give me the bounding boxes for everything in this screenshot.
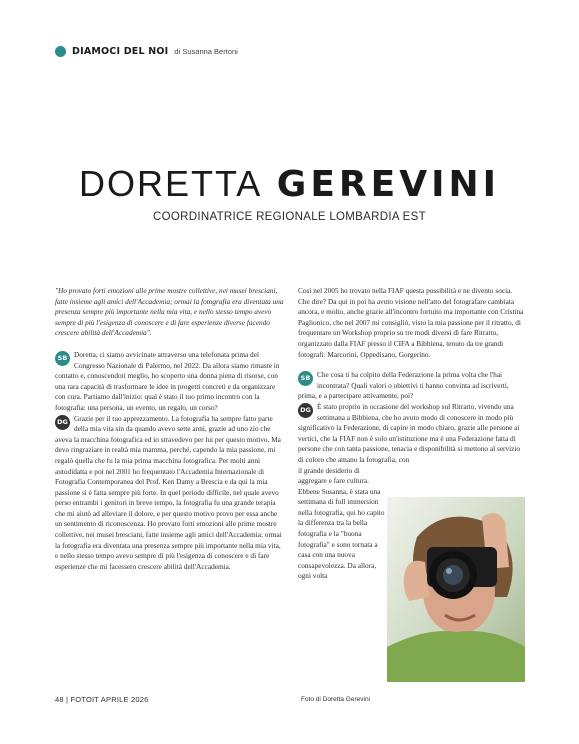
footer-separator: |: [66, 695, 69, 704]
magazine-issue: FOTOIT APRILE 2026: [70, 695, 149, 704]
answer-1-text: Grazie per il tuo apprezzamento. La fotografia ha sempre fatto parte della mia vita sin da quando avevo sette anni, grazie ad uno zio che aveva la macchina fotografica ed io stravedevo per lui per questo motivo. Ma devo ringraziare in realtà mia mamma, perché, capendo la mia passione, mi regalò quella che fu la mia prima macchina fotografica. Per molti anni autodidatta e poi nel 2001 ho frequentato l'Accademia Internazionale di Fotografia Contemporanea del Prof. Ken Damy a Brescia e da qui la mia passione si è fatta sempre più forte. In quel periodo difficile, nel quale avevo perso entrambi i genitori in breve tempo, la fotografia fu una grande terapia che mi aiutò ad alleviare il dolore, e per questo motivo provo per essa anche un sentimento di riconoscenza. Ho provato forti emozioni alle prime mostre collettive, nei musei bresciani, fatte insieme agli amici dell'Accademia; ormai la fotografia era diventata una presenza sempre più importante nella mia vita, e nello stesso tempo avevo sempre di più l'esigenza di conoscere e di fare esperienze che mi facessero crescere abilità dell'Accademia.: [55, 413, 282, 571]
page-footer: [55, 695, 148, 704]
answer-2-wrap-text: il grande desiderio di aggregare e fare cultura. Ebbene Susanna, è stata una settimana di full immersion nella fotografia, qui ho capito la differenza tra la bella fotografia e la "buona fotografia" e sono tornata a casa con una nuova consapevolezza. Da allora, ogni volta: [298, 465, 385, 581]
title-last-name: GEREVINI: [276, 164, 501, 205]
section-dot-icon: [55, 46, 66, 57]
question-1: [55, 350, 284, 414]
byline: di Susanna Bertoni: [174, 47, 238, 56]
answer-2-text: È stato proprio in occasione del workshop sul Ritratto, vivendo una settimana a Bibbiena, che ho avuto modo di conoscere in modo più significativo la Federazione, di capire in modo chiaro, grazie alle persone ai vertici, che la FIAF non è solo un'istituzione ma è una Federazione fatta di persone che con tanta passione, tenacia e disponibilità si mettono al servizio di coloro che amano la fotografia, con: [298, 401, 521, 464]
interviewee-badge: DG: [298, 403, 313, 418]
page-number: 48: [55, 695, 64, 704]
pull-quote: "Ho provato forti emozioni alle prime mostre collettive, nei musei bresciani, fatte insieme agli amici dell'Accademia; ormai la fotografia era diventata una presenza sempre più importante nella mia vita, e nello stesso tempo avevo sempre di più l'esigenza di conoscere e di fare esperienze diverse facendo crescere abilità dell'Accademia".: [55, 286, 284, 338]
interviewee-badge: DG: [55, 415, 70, 430]
question-2-text: Che cosa ti ha colpito della Federazione la prima volta che l'hai incontrata? Quali valori o obiettivi ti hanno convinta ad iscriverti, prima, e a partecipare attivamente, poi?: [298, 370, 509, 401]
left-column: [55, 286, 284, 572]
interviewer-badge: SB: [298, 371, 313, 386]
photo-credit: Foto di Doretta Gerevini: [301, 696, 371, 703]
paragraph-1: Così nel 2005 ho trovato nella FIAF questa possibilità e ne divento socia. Che dire? Da qui in poi ha avuto visione nell'atto del fotografare cambiata ancora, e molto, anche grazie all'incontro fortuito ma importante con Cristina Paglionico, che nel 2007 mi consigliò, visto la mia passione per il ritratto, di frequentare un Workshop proprio su tre modi diversi di fare Ritratto, organizzato dalla FIAF presso il CIFA a Bibbiena, tenuto da tre grandi fotografi: Marcorini, Oppedisano, Gorgerino.: [298, 286, 524, 359]
answer-2: [298, 402, 525, 466]
question-1-text: Doretta, ci siamo avvicinate attraverso una telefonata prima del Congresso Nazionale di Palermo, nel 2022. Da allora siamo rimaste in contatto e, conoscendoti meglio, ho scoperto una donna piena di risorse, con una rara capacità di trasformare le idee in progetti concreti e da organizzare con cura. Partiamo dall'inizio: qual è stato il tuo primo incontro con la fotografia: una persona, un evento, un regalo, un corso?: [55, 349, 280, 412]
portrait-photo: [387, 497, 525, 682]
question-2: [298, 370, 525, 402]
page-title: [0, 163, 579, 205]
photographer-with-camera-illustration: [387, 497, 525, 682]
section-label: DIAMOCI DEL NOI: [72, 46, 169, 57]
interviewer-badge: SB: [55, 351, 70, 366]
section-header: [55, 46, 238, 57]
page-subtitle: COORDINATRICE REGIONALE LOMBARDIA EST: [153, 211, 426, 223]
title-first-name: DORETTA: [78, 163, 263, 204]
answer-1: [55, 414, 284, 573]
